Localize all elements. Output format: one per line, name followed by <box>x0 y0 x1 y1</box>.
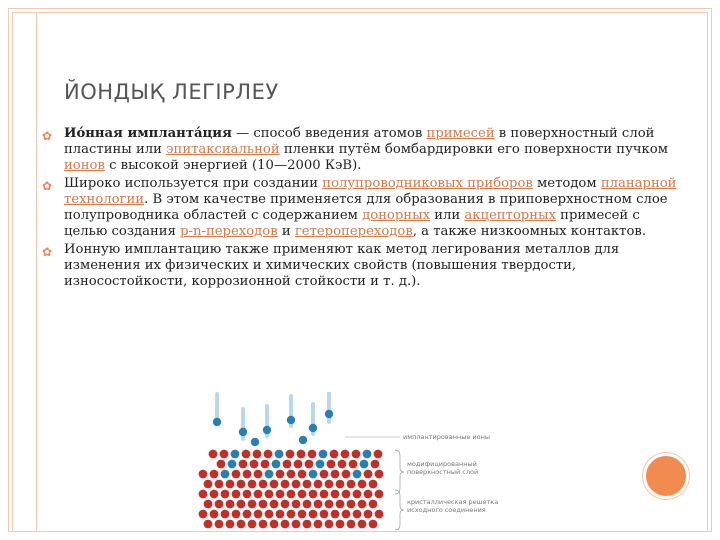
lattice-atom <box>358 500 367 509</box>
embedded-ion <box>221 470 230 479</box>
lattice-atom <box>347 480 356 489</box>
leaf-bullet-icon: ✿ <box>42 245 53 259</box>
lattice-atom <box>298 470 307 479</box>
lattice-atom <box>253 450 262 459</box>
lattice-atom <box>371 460 380 469</box>
lattice-atom <box>349 460 358 469</box>
lattice-atom <box>331 490 340 499</box>
lattice-atom <box>261 460 270 469</box>
bullet-text: Широко используется при создании <box>64 176 323 191</box>
bullet-text: примесей с целью создания <box>64 208 640 239</box>
lattice-atom <box>297 450 306 459</box>
embedded-ion <box>272 460 281 469</box>
lattice-atom <box>369 480 378 489</box>
wiki-link[interactable]: планарной технологии <box>64 176 677 207</box>
lattice-atom <box>221 490 230 499</box>
lattice-atom <box>292 520 301 529</box>
lattice-atom <box>217 460 226 469</box>
embedded-ion <box>265 470 274 479</box>
lattice-atom <box>336 520 345 529</box>
lattice-atom <box>286 450 295 459</box>
lattice-atom <box>276 470 285 479</box>
lattice-atom <box>375 510 384 519</box>
lattice-atom <box>259 500 268 509</box>
bullet-list <box>40 126 680 292</box>
bullet-text: Ионную имплантацию также применяют как метод легирования металлов для изменения их физических и химических свойств (повышения твердости, износостойкости, коррозионной стойкости и т. д.). <box>64 242 620 289</box>
embedded-ion <box>360 460 369 469</box>
brace-lattice <box>395 490 404 530</box>
lattice-atom <box>215 500 224 509</box>
lattice-atom <box>264 450 273 459</box>
lattice-atom <box>248 500 257 509</box>
implanted-ion <box>251 438 259 446</box>
lattice-atom <box>336 480 345 489</box>
bullet-item <box>40 176 680 240</box>
lattice-atom <box>331 510 340 519</box>
bullet-text: , а также низкоомных контактов. <box>412 224 647 239</box>
lattice-atom <box>248 520 257 529</box>
lattice-atom <box>232 470 241 479</box>
wiki-link[interactable]: примесей <box>426 126 495 141</box>
lattice-atom <box>221 510 230 519</box>
term-bold: Ио́нная импланта́ция <box>64 126 232 141</box>
label-implanted-ions: имплантированные ионы <box>403 433 490 441</box>
lattice-atom <box>239 460 248 469</box>
lattice-atom <box>294 460 303 469</box>
lattice-atom <box>287 510 296 519</box>
lattice-atom <box>341 450 350 459</box>
lattice-atom <box>243 510 252 519</box>
lattice-atom <box>305 460 314 469</box>
lattice-atom <box>276 490 285 499</box>
lattice-atom <box>347 520 356 529</box>
implanted-ion <box>287 416 295 424</box>
leaf-bullet-icon: ✿ <box>42 129 53 143</box>
lattice-atom <box>210 510 219 519</box>
lattice-atom <box>204 480 213 489</box>
lattice-atom <box>320 510 329 519</box>
lattice-atom <box>226 520 235 529</box>
embedded-ion <box>309 470 318 479</box>
lattice-atom <box>270 500 279 509</box>
lattice-atom <box>215 480 224 489</box>
lattice-atom <box>364 470 373 479</box>
lattice-atom <box>210 490 219 499</box>
lattice-atom <box>220 450 229 459</box>
lattice-atom <box>292 480 301 489</box>
lattice-atom <box>287 470 296 479</box>
lattice-atom <box>369 500 378 509</box>
lattice-atom <box>270 520 279 529</box>
lattice-atom <box>281 480 290 489</box>
wiki-link[interactable]: эпитаксиальной <box>166 142 280 157</box>
lattice-atom <box>325 520 334 529</box>
bullet-text: и <box>277 224 295 239</box>
wiki-link[interactable]: акцепторных <box>464 208 556 223</box>
sidebar-divider <box>36 12 37 532</box>
label-lattice-2: исходного соединения <box>407 506 486 514</box>
lattice-atom <box>259 520 268 529</box>
lattice-atom <box>243 490 252 499</box>
label-lattice-1: кристаллическая решетка <box>407 498 499 506</box>
label-modified-layer-2: поверхностный слой <box>407 468 479 476</box>
lattice-atom <box>204 500 213 509</box>
lattice-atom <box>364 490 373 499</box>
lattice-atom <box>314 520 323 529</box>
lattice-atom <box>338 460 347 469</box>
bullet-text: с высокой энергией (10—2000 КэВ). <box>104 158 362 173</box>
lattice-atom <box>336 500 345 509</box>
lattice-atom <box>281 520 290 529</box>
lattice-atom <box>325 500 334 509</box>
lattice-atom <box>298 510 307 519</box>
lattice-atom <box>248 480 257 489</box>
lattice-atom <box>226 480 235 489</box>
lattice-atom <box>199 510 208 519</box>
lattice-atom <box>250 460 259 469</box>
leaf-bullet-icon: ✿ <box>42 179 53 193</box>
lattice-atom <box>199 490 208 499</box>
bullet-text: — способ введения атомов <box>231 126 427 141</box>
lattice-atom <box>303 500 312 509</box>
embedded-ion <box>353 470 362 479</box>
wiki-link[interactable]: p-n-переходов <box>180 224 278 239</box>
lattice-atom <box>270 480 279 489</box>
lattice-atom <box>254 470 263 479</box>
bullet-text: пленки путём бомбардировки его поверхности пучком <box>279 142 668 157</box>
embedded-ion <box>363 450 372 459</box>
bullet-text: методом <box>532 176 601 191</box>
lattice-atom <box>309 510 318 519</box>
lattice-atom <box>265 510 274 519</box>
label-modified-layer-1: модифицированный <box>407 460 477 468</box>
lattice-atom <box>375 490 384 499</box>
implanted-ion <box>299 436 307 444</box>
lattice-atom <box>303 480 312 489</box>
lattice-atom <box>364 510 373 519</box>
bullet-text: . В этом качестве применяется для образования в приповерхностном слое полупроводника областей с содержанием <box>64 192 668 223</box>
lattice-atom <box>259 480 268 489</box>
lattice-atom <box>330 450 339 459</box>
lattice-atom <box>254 490 263 499</box>
lattice-atom <box>210 470 219 479</box>
lattice-atom <box>215 520 224 529</box>
lattice-atom <box>232 510 241 519</box>
embedded-ion <box>275 450 284 459</box>
lattice-atom <box>265 490 274 499</box>
lattice-atom <box>209 450 218 459</box>
lattice-atom <box>342 490 351 499</box>
lattice-atom <box>325 480 334 489</box>
embedded-ion <box>231 450 240 459</box>
lattice-atom <box>254 510 263 519</box>
lattice-atom <box>314 480 323 489</box>
lattice-atom <box>352 450 361 459</box>
bullet-item <box>40 126 680 174</box>
implanted-ion <box>325 410 333 418</box>
implanted-ion <box>239 428 247 436</box>
lattice-atom <box>237 520 246 529</box>
implanted-ion <box>309 424 317 432</box>
lattice-atom <box>283 460 292 469</box>
lattice-atom <box>204 520 213 529</box>
bullet-text: в поверхностный слой пластины или <box>64 126 655 157</box>
decorative-circle <box>643 453 689 499</box>
lattice-atom <box>314 500 323 509</box>
lattice-atom <box>320 490 329 499</box>
lattice-atom <box>358 480 367 489</box>
lattice-atom <box>342 470 351 479</box>
embedded-ion <box>319 450 328 459</box>
lattice-atom <box>237 480 246 489</box>
lattice-atom <box>331 470 340 479</box>
brace-modified <box>395 450 404 494</box>
bullet-text: или <box>430 208 465 223</box>
lattice-atom <box>292 500 301 509</box>
lattice-atom <box>281 500 290 509</box>
lattice-atom <box>276 510 285 519</box>
lattice-atom <box>298 490 307 499</box>
lattice-atom <box>226 500 235 509</box>
lattice-atom <box>353 510 362 519</box>
lattice-atom <box>303 520 312 529</box>
lattice-atom <box>320 470 329 479</box>
wiki-link[interactable]: донорных <box>362 208 431 223</box>
lattice-atom <box>327 460 336 469</box>
slide-title: ЙОНДЫҚ ЛЕГІРЛЕУ <box>64 80 279 104</box>
lattice-atom <box>375 470 384 479</box>
implanted-ion <box>263 426 271 434</box>
lattice-atom <box>232 490 241 499</box>
lattice-atom <box>353 490 362 499</box>
embedded-ion <box>228 460 237 469</box>
ion-implantation-diagram <box>195 392 525 532</box>
lattice-atom <box>242 450 251 459</box>
lattice-atom <box>237 500 246 509</box>
lattice-atom <box>199 470 208 479</box>
wiki-link[interactable]: полупроводниковых приборов <box>322 176 533 191</box>
lattice-atom <box>309 490 318 499</box>
wiki-link[interactable]: ионов <box>64 158 105 173</box>
embedded-ion <box>316 460 325 469</box>
lattice-atom <box>347 500 356 509</box>
lattice-atom <box>287 490 296 499</box>
lattice-atom <box>342 510 351 519</box>
lattice-atom <box>374 450 383 459</box>
implanted-ion <box>213 418 221 426</box>
bullet-item <box>40 242 680 290</box>
lattice-atom <box>358 520 367 529</box>
lattice-atom <box>308 450 317 459</box>
lattice-atom <box>369 520 378 529</box>
wiki-link[interactable]: гетеропереходов <box>294 224 413 239</box>
lattice-atom <box>243 470 252 479</box>
